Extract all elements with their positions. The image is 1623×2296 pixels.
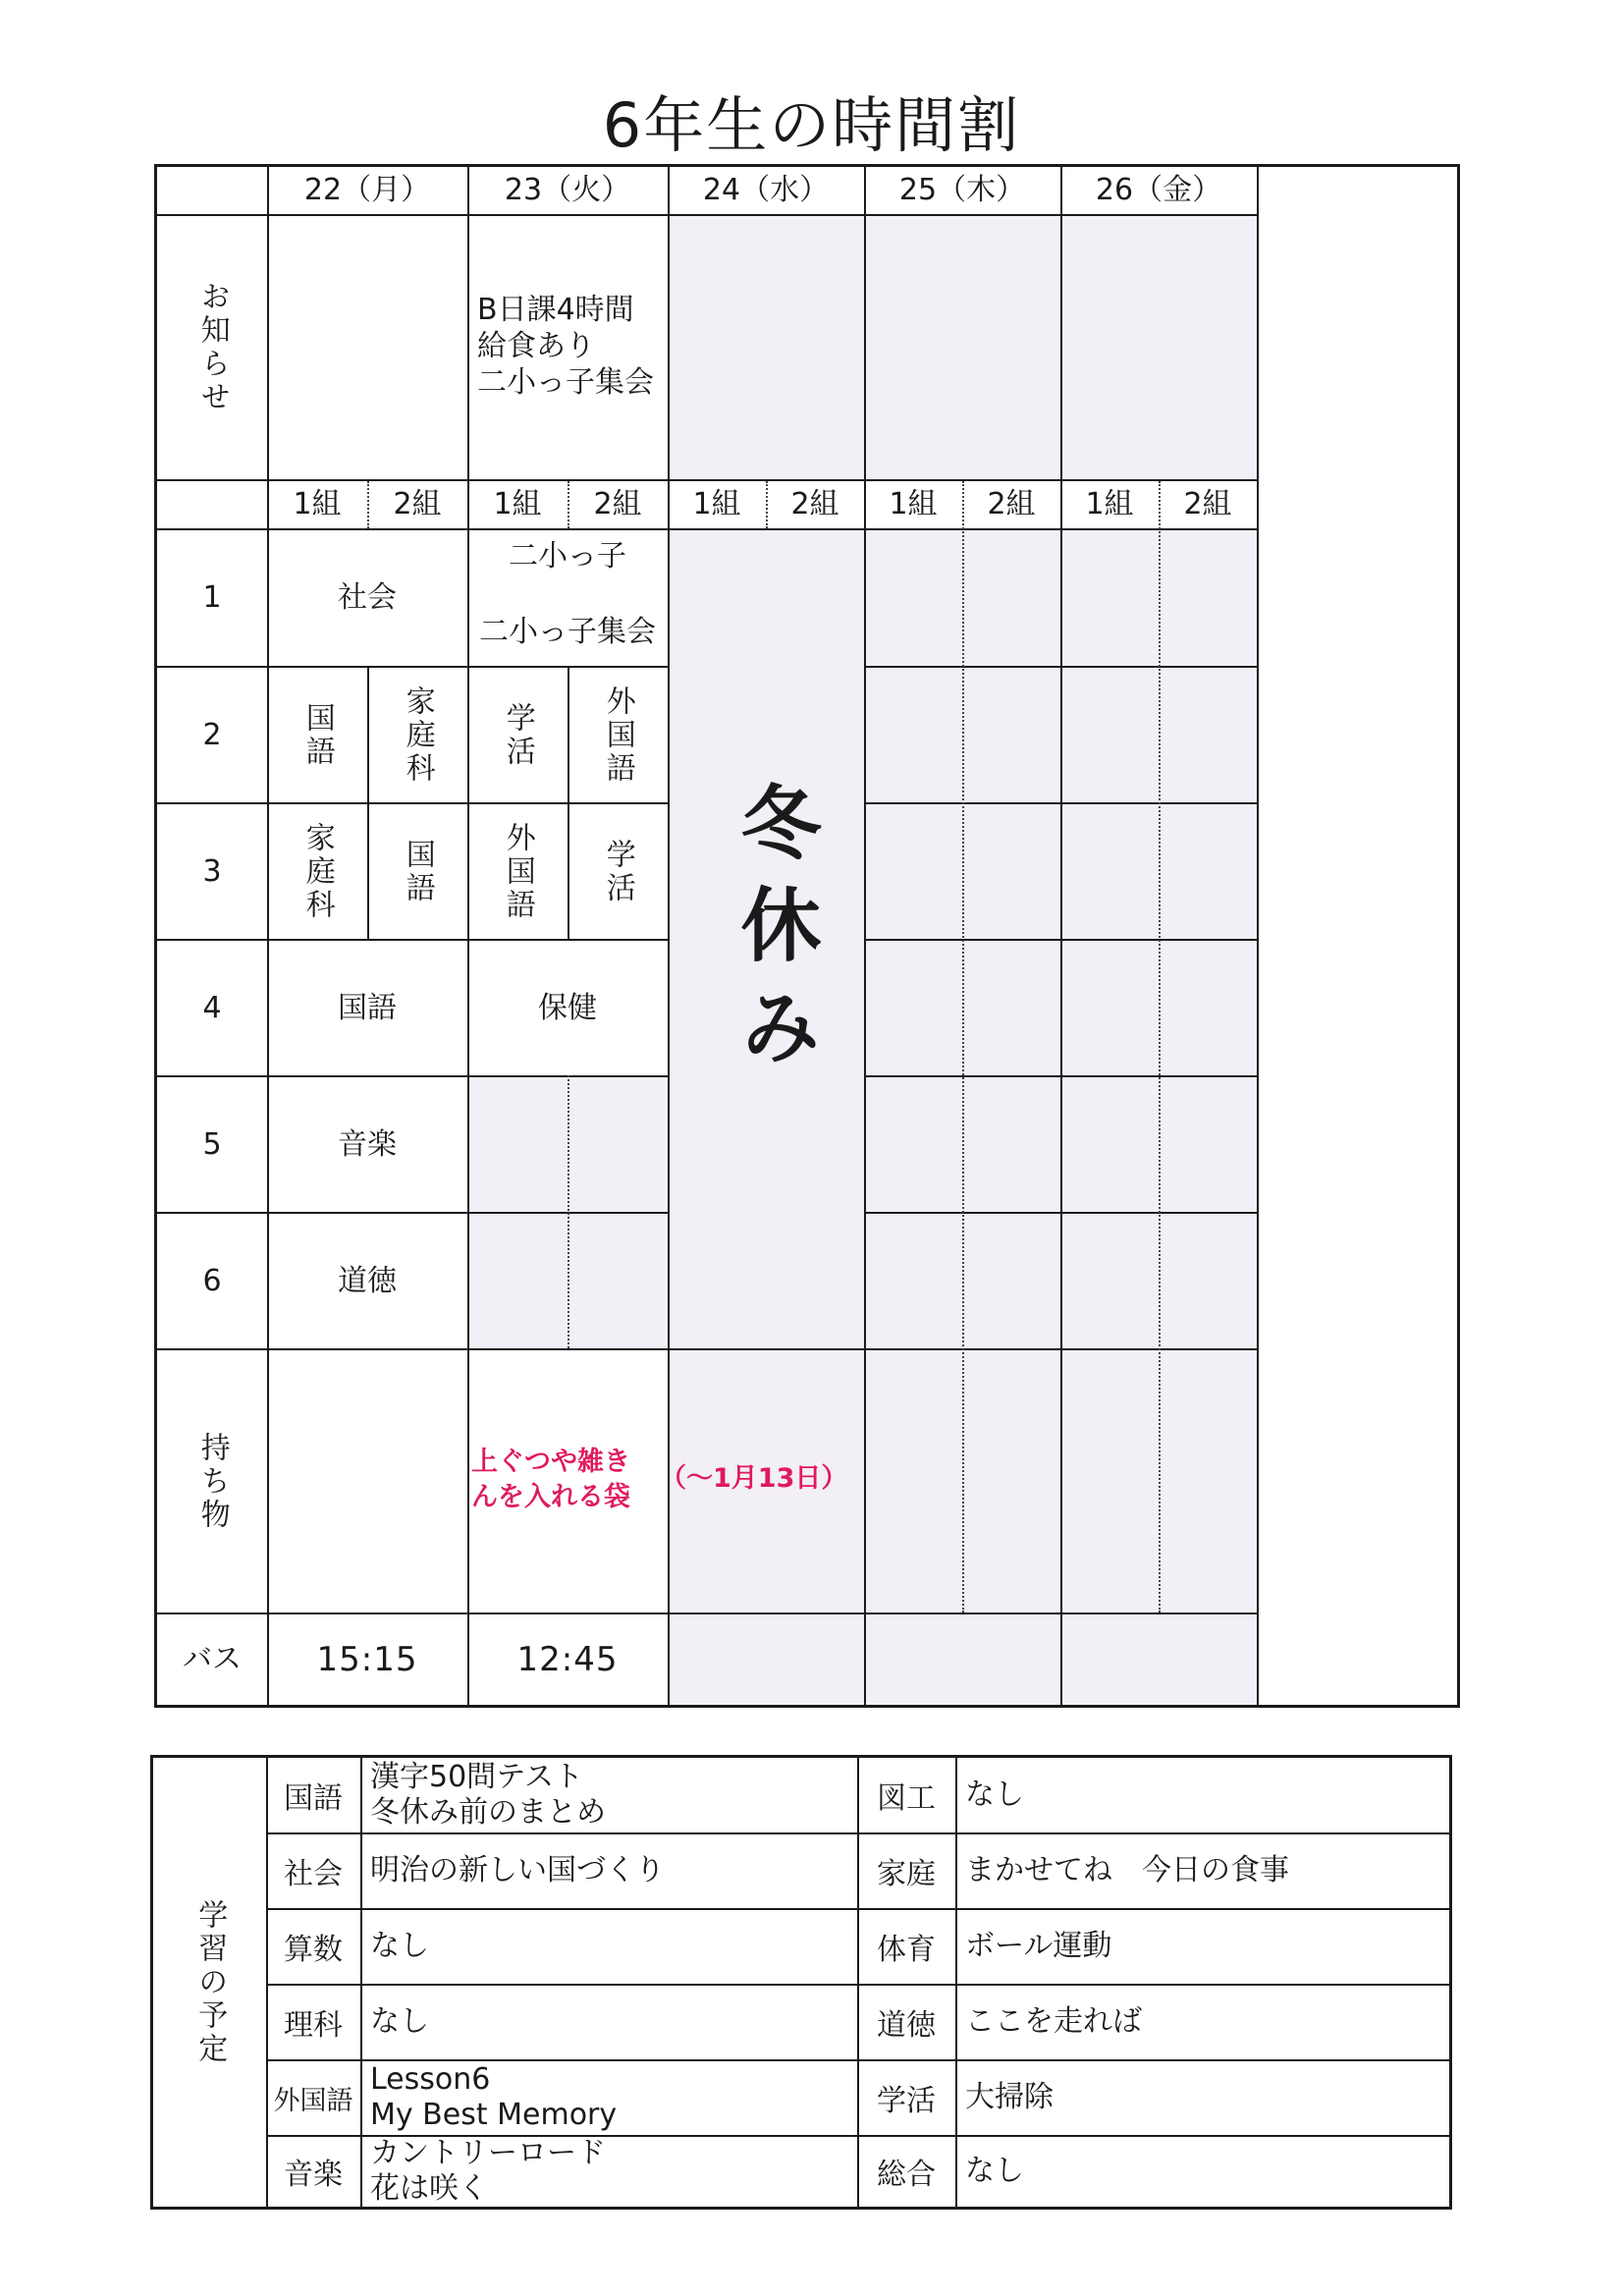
lesson-tue-p3-c1: 外国語 — [500, 821, 535, 922]
rule — [955, 1758, 957, 2207]
lesson-tue-p2-c1: 学活 — [500, 701, 535, 769]
plan-content-line: なし — [965, 1777, 1024, 1812]
plan-content — [965, 2060, 1446, 2135]
plan-subject: 国語 — [284, 1781, 343, 1816]
plan-content — [370, 1985, 851, 2059]
class-header: 1組 — [692, 487, 741, 522]
plan-content-line: Lesson6 — [370, 2062, 491, 2097]
class-divider — [962, 481, 964, 1613]
shade-wed-body — [668, 530, 864, 1706]
rule — [157, 1348, 1257, 1350]
lesson-mon-p2-c2: 家庭科 — [400, 684, 435, 786]
lesson-tue-p2-c2: 外国語 — [600, 684, 635, 786]
plan-content-line: なし — [370, 1929, 429, 1963]
lesson-mon-p1: 社会 — [338, 580, 397, 616]
lesson-tue-p2-c1-cell — [467, 668, 568, 802]
learning-plan-table — [150, 1755, 1452, 2210]
plan-content — [965, 1758, 1446, 1832]
class-header: 2組 — [790, 487, 839, 522]
plan-content-line: 漢字50問テスト — [370, 1760, 583, 1794]
belongings-wed: （～1月13日） — [660, 1463, 848, 1494]
lesson-tue-p3-c2-cell — [568, 804, 668, 939]
plan-content-line: なし — [965, 2154, 1024, 2188]
winter-holiday-label: 冬休み — [728, 781, 821, 1087]
lesson-mon-p2-c1: 国語 — [299, 701, 335, 769]
day-header-thu: 25（木） — [898, 173, 1026, 208]
lesson-mon-p2-c1-cell — [267, 668, 367, 802]
class-divider — [1159, 481, 1161, 1613]
class-header: 1組 — [1085, 487, 1134, 522]
lesson-mon-p3-c1-cell — [267, 804, 367, 939]
period-label-4: 4 — [202, 990, 222, 1025]
notice-row-label: お知らせ — [194, 281, 230, 414]
plan-subject: 総合 — [877, 2158, 936, 2192]
plan-subject: 図工 — [877, 1781, 936, 1816]
lesson-mon-p2-c2-cell — [367, 668, 467, 802]
day-header-mon: 22（月） — [303, 173, 431, 208]
plan-subject: 社会 — [284, 1857, 343, 1891]
lesson-mon-p5: 音楽 — [338, 1126, 397, 1162]
plan-section-label-cell — [153, 1758, 266, 2207]
class-header: 1組 — [493, 487, 542, 522]
class-header: 1組 — [889, 487, 938, 522]
notice-tue — [477, 292, 654, 401]
plan-subject: 算数 — [284, 1933, 343, 1967]
lesson-tue-p2-c2-cell — [568, 668, 668, 802]
plan-content — [370, 2136, 851, 2207]
plan-content — [370, 1909, 851, 1984]
lesson-mon-p4: 国語 — [338, 990, 397, 1025]
plan-content-line: なし — [370, 2004, 429, 2039]
lesson-mon-p6: 道徳 — [338, 1263, 397, 1298]
notice-line: 二小っ子集会 — [477, 365, 654, 400]
rule — [1257, 167, 1259, 1708]
class-divider — [568, 1075, 569, 1348]
plan-content-line: まかせてね 今日の食事 — [965, 1853, 1289, 1887]
plan-subject: 道徳 — [877, 2008, 936, 2043]
lesson-mon-p3-c2-cell — [367, 804, 467, 939]
plan-content — [965, 1833, 1446, 1908]
plan-content-line: 大掃除 — [965, 2080, 1054, 2114]
class-header: 2組 — [393, 487, 442, 522]
belongings-tue — [471, 1445, 630, 1515]
plan-content-line: ボール運動 — [965, 1929, 1112, 1963]
plan-content-line: My Best Memory — [370, 2098, 618, 2132]
class-header: 2組 — [1183, 487, 1232, 522]
day-header-fri: 26（金） — [1095, 173, 1222, 208]
plan-content — [370, 1833, 851, 1908]
plan-content-line: 冬休み前のまとめ — [370, 1795, 606, 1830]
lesson-tue-p3-c1-cell — [467, 804, 568, 939]
rule — [157, 1705, 1257, 1707]
lesson-tue-p1-top: 二小っ子 — [509, 539, 626, 574]
bus-time-tue: 12:45 — [516, 1639, 619, 1679]
bus-row-label: バス — [183, 1642, 242, 1677]
shade-thu-notice — [864, 216, 1060, 481]
lesson-mon-p3-c2: 国語 — [400, 838, 435, 905]
plan-content-line: 明治の新しい国づくり — [370, 1853, 665, 1887]
period-label-6: 6 — [202, 1263, 222, 1298]
page-title: 6年生の時間割 — [602, 89, 1021, 161]
period-label-1: 1 — [202, 580, 222, 616]
period-label-2: 2 — [202, 717, 222, 752]
plan-subject: 体育 — [877, 1933, 936, 1967]
shade-fri-notice — [1060, 216, 1257, 481]
lesson-tue-p3-c2: 学活 — [600, 838, 635, 905]
lesson-tue-p4: 保健 — [538, 990, 597, 1025]
belongings-line: 上ぐつや雑き — [471, 1447, 630, 1477]
shade-wed-notice — [668, 216, 864, 481]
plan-content-line: カントリーロード — [370, 2136, 606, 2170]
notice-line: B日課4時間 — [477, 293, 634, 327]
rule — [157, 214, 1257, 216]
rule — [1060, 167, 1062, 1708]
plan-subject: 学活 — [877, 2084, 936, 2118]
period-label-5: 5 — [202, 1126, 222, 1162]
plan-subject: 家庭 — [877, 1857, 936, 1891]
class-header: 2組 — [987, 487, 1036, 522]
day-header-tue: 23（火） — [504, 173, 631, 208]
class-header: 1組 — [293, 487, 342, 522]
rule — [864, 167, 866, 1708]
plan-content — [965, 2136, 1446, 2207]
class-header: 2組 — [593, 487, 642, 522]
notice-row-label-cell — [157, 216, 267, 479]
plan-subject: 理科 — [284, 2008, 343, 2043]
plan-subject: 外国語 — [273, 2085, 353, 2116]
bus-time-mon: 15:15 — [316, 1639, 418, 1679]
belongings-row-label-cell — [157, 1350, 267, 1613]
plan-content — [370, 2060, 851, 2135]
period-label-3: 3 — [202, 853, 222, 889]
lesson-mon-p3-c1: 家庭科 — [299, 821, 335, 922]
belongings-line: んを入れる袋 — [471, 1482, 630, 1512]
plan-content — [965, 1985, 1446, 2059]
plan-content-line: ここを走れば — [965, 2004, 1142, 2039]
notice-line: 給食あり — [477, 329, 595, 363]
day-header-wed: 24（水） — [702, 173, 830, 208]
lesson-tue-p1-bottom: 二小っ子集会 — [479, 615, 656, 650]
rule — [360, 1758, 362, 2207]
plan-subject: 音楽 — [284, 2158, 343, 2192]
timetable — [154, 164, 1460, 1708]
plan-content — [370, 1758, 851, 1832]
plan-section-label: 学習の予定 — [192, 1898, 228, 2066]
plan-content — [965, 1909, 1446, 1984]
plan-content-line: 花は咲く — [370, 2171, 488, 2206]
belongings-row-label: 持ち物 — [194, 1431, 230, 1532]
